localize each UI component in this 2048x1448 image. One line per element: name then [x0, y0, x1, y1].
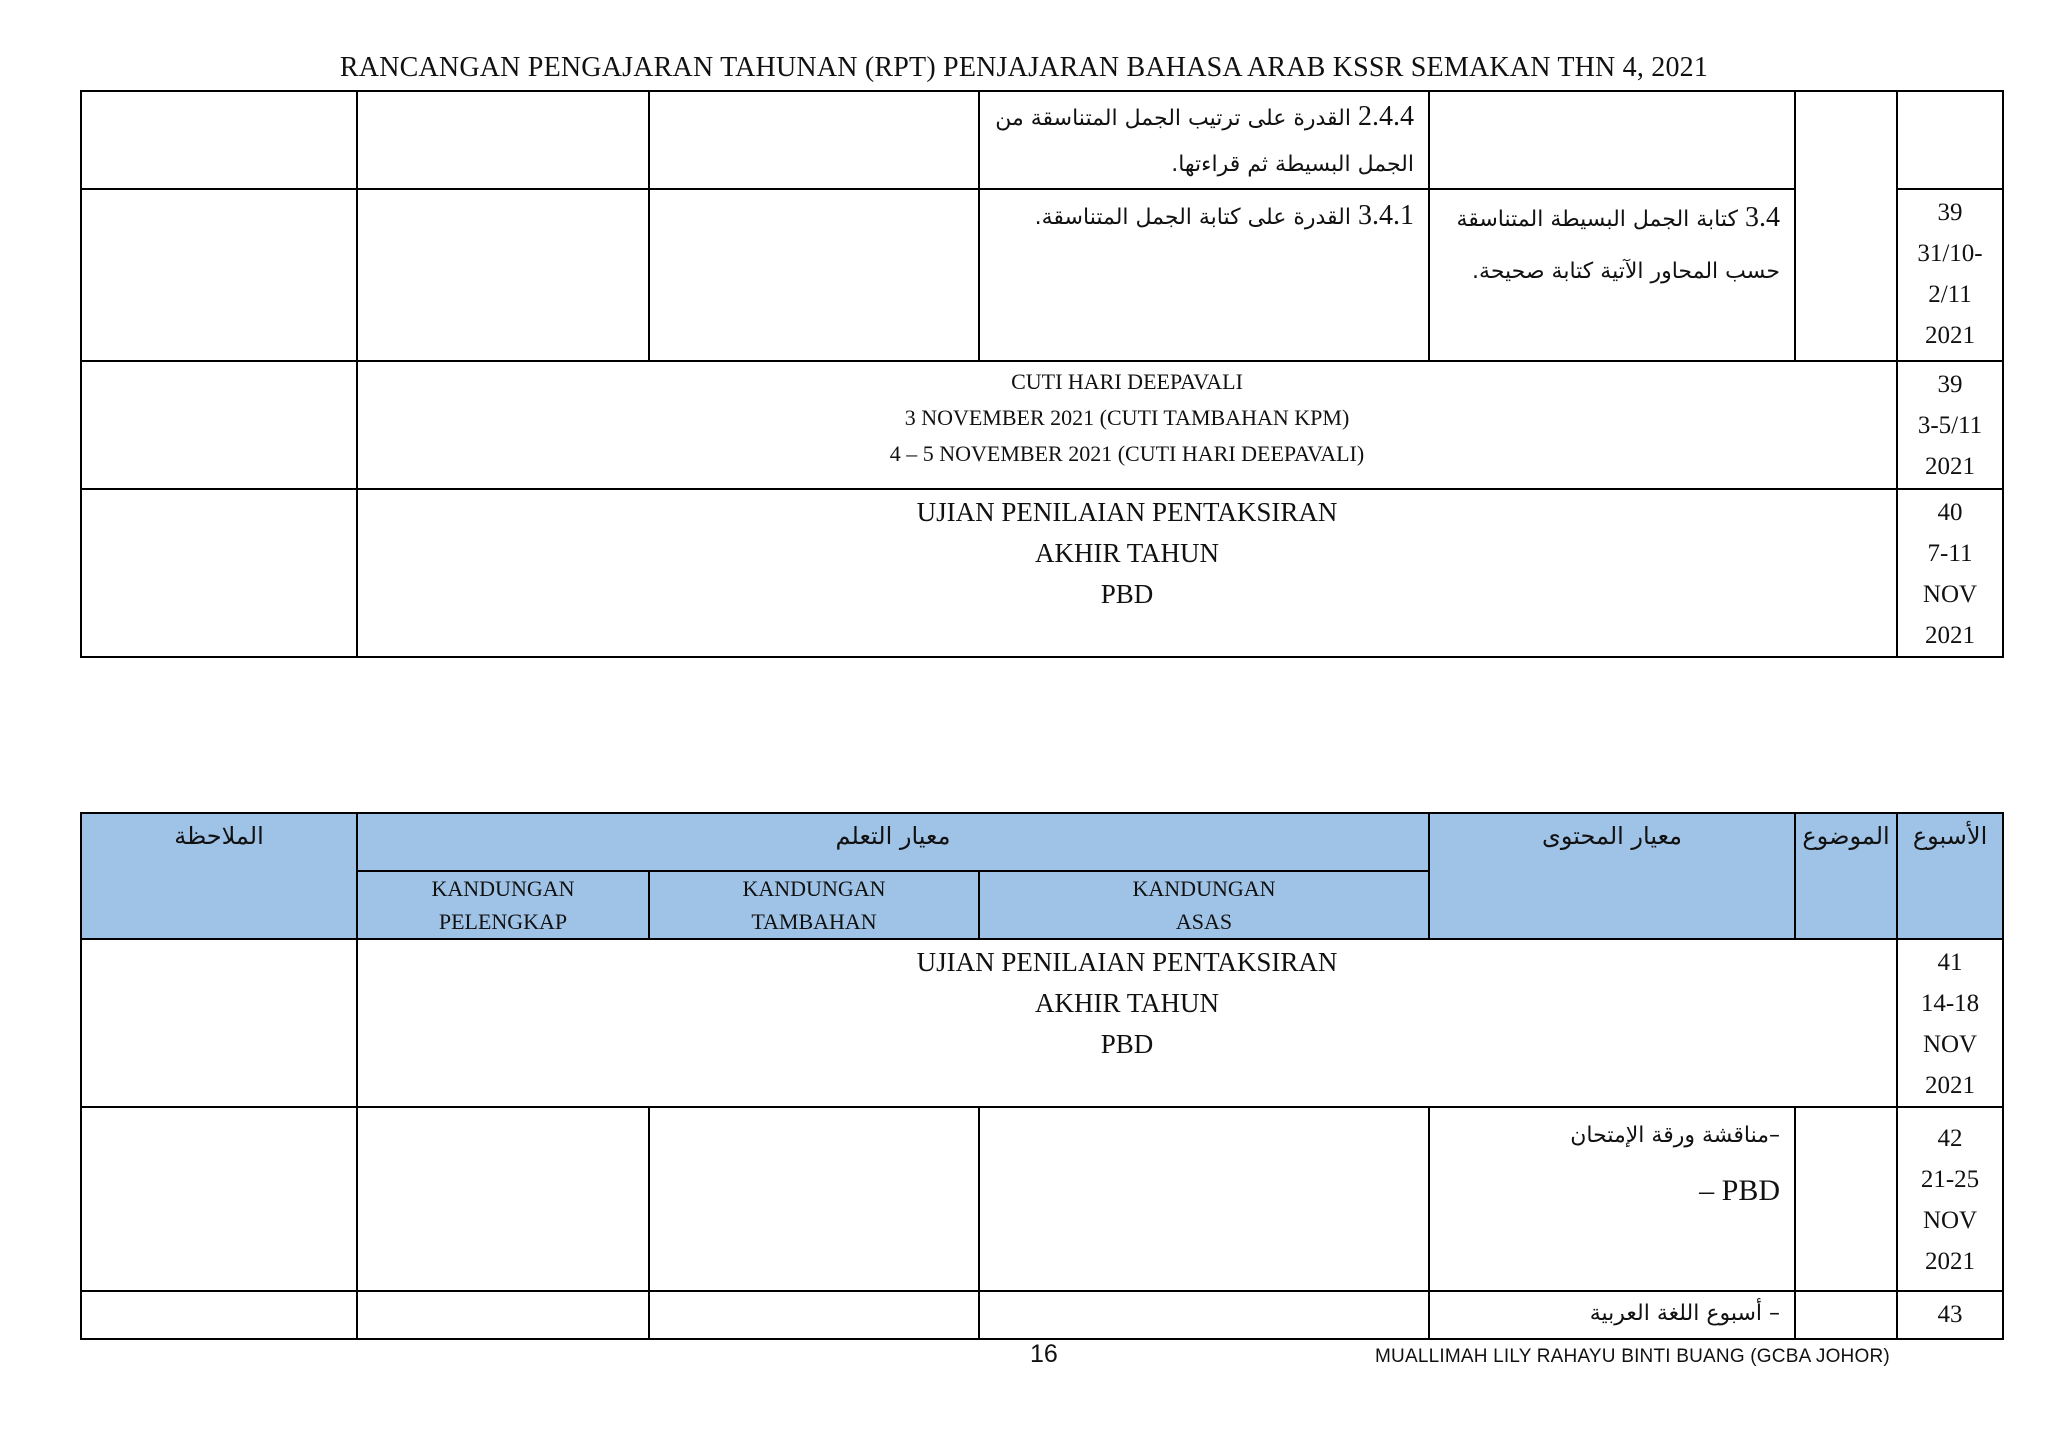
header-sub-label: KANDUNGAN	[431, 876, 575, 901]
exam-line: AKHIR TAHUN	[1034, 538, 1220, 568]
week-dates: 21-25	[1920, 1166, 1980, 1193]
standard-text: كتابة الجمل البسيطة المتناسقة	[1456, 207, 1738, 232]
pelengkap-cell	[357, 1291, 649, 1339]
week-month: NOV	[1922, 1031, 1978, 1058]
header-row	[81, 813, 2003, 871]
schedule-table-bottom	[80, 812, 2004, 1340]
content-standard-cell	[1429, 1291, 1795, 1339]
exam-title: UJIAN PENILAIAN PENTAKSIRAN	[916, 947, 1338, 977]
holiday-line: 3 NOVEMBER 2021 (CUTI TAMBAHAN KPM)	[904, 405, 1350, 430]
content-item: – أسبوع اللغة العربية	[1589, 1301, 1781, 1326]
asas-cell	[979, 91, 1429, 189]
week-cell	[1897, 1107, 2003, 1291]
week-number: 39	[1937, 199, 1963, 226]
content-item: –مناقشة ورقة الإمتحان	[1570, 1123, 1781, 1148]
week-year: 2021	[1925, 453, 1975, 480]
standard-text: القدرة على كتابة الجمل المتناسقة.	[1034, 205, 1351, 230]
pelengkap-cell	[357, 189, 649, 361]
topic-cell	[1795, 1107, 1897, 1291]
asas-cell	[979, 1291, 1429, 1339]
pelengkap-cell	[357, 1107, 649, 1291]
week-month: NOV	[1922, 1207, 1978, 1234]
table-row	[81, 939, 2003, 1107]
content-standard-cell	[1429, 189, 1795, 361]
week-year: 2021	[1925, 622, 1975, 649]
table-row	[81, 189, 2003, 361]
header-content-standard: معيار المحتوى	[1429, 813, 1795, 939]
week-cell	[1897, 361, 2003, 489]
holiday-title: CUTI HARI DEEPAVALI	[1011, 369, 1243, 394]
exam-line: PBD	[1100, 579, 1154, 609]
week-cell	[1897, 1291, 2003, 1339]
header-learning-standard: معيار التعلم	[357, 813, 1429, 871]
week-number: 41	[1937, 949, 1963, 976]
content-standard-cell	[1429, 1107, 1795, 1291]
week-dates: 7-11	[1927, 540, 1973, 567]
standard-number: 3.4	[1745, 202, 1780, 233]
table-row	[81, 91, 2003, 189]
header-tambahan	[649, 871, 979, 939]
week-year: 2021	[1925, 1248, 1976, 1275]
header-topic: الموضوع	[1795, 813, 1897, 939]
week-month: NOV	[1922, 581, 1978, 608]
topic-cell	[1795, 91, 1897, 361]
week-cell	[1897, 91, 2003, 189]
week-cell	[1897, 939, 2003, 1107]
holiday-line: 4 – 5 NOVEMBER 2021 (CUTI HARI DEEPAVALI)	[889, 441, 1365, 466]
week-number: 39	[1937, 371, 1963, 398]
content-standard-cell	[1429, 91, 1795, 189]
week-year: 2021	[1925, 1072, 1976, 1099]
schedule-table-top	[80, 90, 2004, 658]
content-item: PBD –	[1699, 1174, 1781, 1207]
header-asas	[979, 871, 1429, 939]
notes-cell	[81, 489, 357, 657]
header-sub-label: PELENGKAP	[438, 909, 568, 934]
asas-cell	[979, 189, 1429, 361]
table-row	[81, 1291, 2003, 1339]
standard-number: 2.4.4	[1358, 101, 1414, 132]
header-pelengkap	[357, 871, 649, 939]
page-number: 16	[1030, 1340, 1058, 1368]
exam-line: PBD	[1100, 1029, 1154, 1059]
header-sub-label: TAMBAHAN	[751, 909, 877, 934]
standard-text: القدرة على ترتيب الجمل المتناسقة من	[995, 106, 1351, 131]
week-year: 2021	[1925, 322, 1975, 349]
standard-text: الجمل البسيطة ثم قراءتها.	[1171, 152, 1414, 177]
notes-cell	[81, 1107, 357, 1291]
exam-title: UJIAN PENILAIAN PENTAKSIRAN	[916, 497, 1338, 527]
asas-cell	[979, 1107, 1429, 1291]
footer-author: MUALLIMAH LILY RAHAYU BINTI BUANG (GCBA JOHOR)	[1375, 1346, 1890, 1367]
notes-cell	[81, 189, 357, 361]
notes-cell	[81, 939, 357, 1107]
tambahan-cell	[649, 1107, 979, 1291]
exam-cell	[357, 939, 1897, 1107]
notes-cell	[81, 361, 357, 489]
header-sub-label: KANDUNGAN	[1132, 876, 1276, 901]
week-dates: 2/11	[1928, 281, 1972, 308]
topic-cell	[1795, 1291, 1897, 1339]
tambahan-cell	[649, 189, 979, 361]
header-sub-label: ASAS	[1175, 909, 1233, 934]
page-title: RANCANGAN PENGAJARAN TAHUNAN (RPT) PENJAJARAN BAHASA ARAB KSSR SEMAKAN THN 4, 2021	[339, 52, 1709, 83]
standard-text: حسب المحاور الآتية كتابة صحيحة.	[1472, 259, 1780, 284]
header-sub-label: KANDUNGAN	[742, 876, 886, 901]
exam-line: AKHIR TAHUN	[1034, 988, 1220, 1018]
exam-cell	[357, 489, 1897, 657]
header-week: الأسبوع	[1897, 813, 2003, 939]
week-number: 40	[1937, 499, 1963, 526]
week-dates: 31/10-	[1917, 240, 1983, 267]
notes-cell	[81, 1291, 357, 1339]
table-row	[81, 361, 2003, 489]
week-number: 42	[1937, 1125, 1963, 1152]
pelengkap-cell	[357, 91, 649, 189]
week-cell	[1897, 489, 2003, 657]
week-number: 43	[1937, 1301, 1963, 1328]
table-row	[81, 1107, 2003, 1291]
week-dates: 3-5/11	[1917, 412, 1983, 439]
week-cell	[1897, 189, 2003, 361]
standard-number: 3.4.1	[1358, 200, 1414, 231]
week-dates: 14-18	[1920, 990, 1980, 1017]
tambahan-cell	[649, 1291, 979, 1339]
table-row	[81, 489, 2003, 657]
notes-cell	[81, 91, 357, 189]
holiday-cell	[357, 361, 1897, 489]
tambahan-cell	[649, 91, 979, 189]
header-notes: الملاحظة	[81, 813, 357, 939]
